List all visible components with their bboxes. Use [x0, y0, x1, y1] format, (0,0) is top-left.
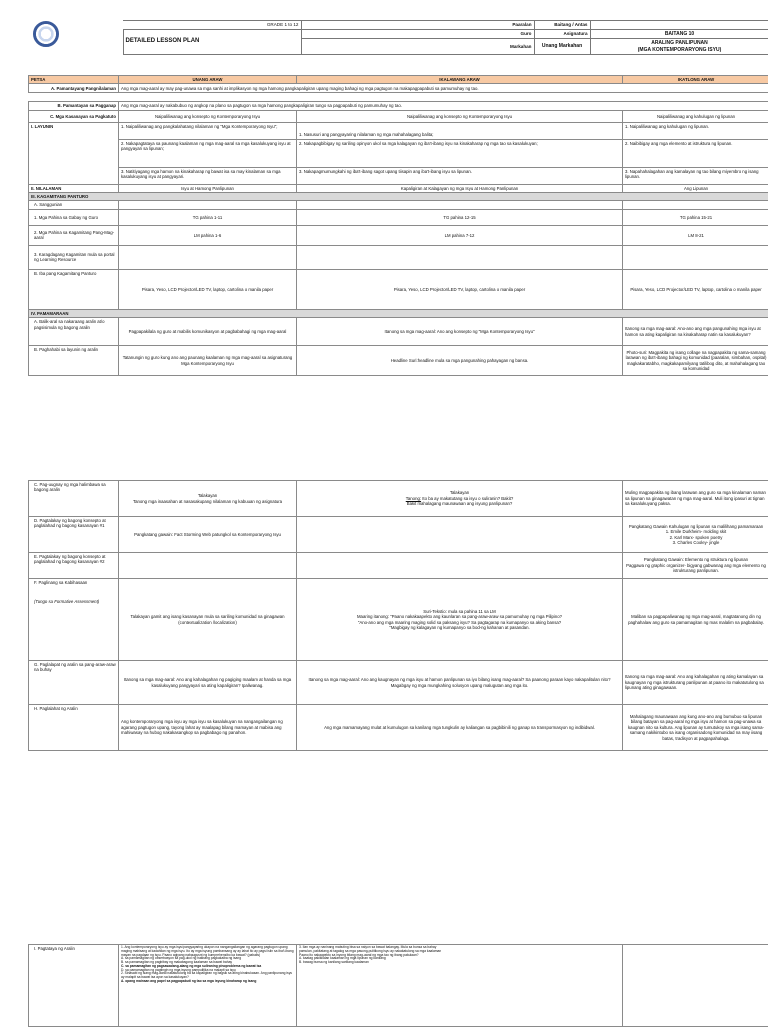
pamantayan-pagganap-label: B. Pamantayan sa Pagganap — [29, 102, 119, 110]
lm-day1: LM pahina 1-6 — [119, 225, 297, 245]
empty — [297, 553, 623, 579]
iba-day1: Pisara, Yeso, LCD Projector/LED TV, laptop, cartolina o manila paper — [119, 269, 297, 309]
pag-uugnay-day2-question2: Bakit mahalagang maunawaan ang isyung panlipunan? — [299, 501, 620, 506]
layunin-aralin-day3: Photo-suri: Magpakita ng isang collage na nagpapakita ng sama-samang larawan ng iba't-ibang bahagi ng komunidad (paaralan, simbahan, ospital) magkakaratabho, magkakapamilyang tatilibog dito, at mahahalagang tao sa komunidad — [623, 346, 768, 376]
paaralan-label: Paaralan — [301, 21, 534, 30]
empty — [297, 517, 623, 553]
pagtalakay-1-day3-item2: 2. Karl Marx- spoken poetry — [625, 535, 767, 540]
paglalahat-day2: Ang mga mamamayang mulat at kumulugon sa kanilang mga tungkulin ay kaliangan sa pagbibinili ng ganap na transpormasyon ng indibidwal. — [297, 705, 623, 751]
pagtataya-label: I. Pagtataya ng Aralin — [29, 945, 119, 1027]
paglalapat-day1: Itanong sa mga mag-aaral: Ano ang kahalagahan ng pagiging maalam at handa sa mga kasalukuyang pangyayari sa ating kapaligiran? Ipaliwanag. — [119, 661, 297, 705]
pagtalakay-1-day1: Pangkatang gawain: Fact Storming Web patungkol sa Kontemporaryong Isyu — [119, 517, 297, 553]
pagtataya-day3 — [623, 945, 768, 1027]
layunin-day1-a: 1. Naipaliliwanag ang pangkalahatang nilalaman ng "Mga Kontemporaryong Isyu"; — [119, 122, 297, 139]
pagtataya-day2-q1: 3. Ilan mga ay naninang mabuting bisa sa naiyon sa bawat balangay. Mula sa bunsa sa bahay — [299, 946, 620, 950]
pag-uugnay-day1-title: Talakayan — [121, 493, 294, 498]
balik-aral-day2: Itanong sa mga mag-aaral: Ano ang konsepto ng "Mga Kontemporaryong Isyu" — [297, 318, 623, 346]
lesson-table-page1 — [28, 75, 768, 376]
paglinang-day2-line2: Maaring itanong: "Paano nakakaapekto ang kaunlaran sa pang-araw-araw sa pamumuhay ng mga Pilipino? — [299, 614, 620, 619]
iba-day2: Pisara, Yeso, LCD Projector/LED TV, laptop, cartolina o manila paper — [297, 269, 623, 309]
paglinang-label — [29, 579, 119, 661]
lm-day2: LM pahina 7-12 — [297, 225, 623, 245]
layunin-label: I. LAYUNIN — [29, 122, 119, 184]
pahina-guro-label: 1. Mga Pahina sa Gabay ng Guro — [29, 209, 119, 225]
pagtataya-day1-q2: 2. Sinasabi ng isang mag-aaral nakatutulong ba sa kapaligiran ng bagsik sa ating kinabukasan. Ang panlipunang isyu ay malapit sa bawat isa ayon sa kasalukuyan? — [121, 972, 294, 980]
paglalahat-day1: Ang kontemporaryong mga isyu ay mga isyu sa kasalukuyan na nangangailangan ng agarang pagtugon upang, tayong lahat ay maalapag bilang mamayan at mabisa ang mahiwasay na hubog nakakasangkop sa pagbabago ng panahon. — [119, 705, 297, 751]
asignatura-line-1: ARALING PANLIPUNAN — [593, 40, 767, 46]
layunin-day2-b: 2. Nakapagbibigay ng sariling opinyon ukol sa mga kalagayan ng iba't-ibang isyu na kinakaharap ng mga tao sa kasalukuyan; — [297, 139, 623, 167]
pag-uugnay-day2-title: Talakayan — [299, 490, 620, 495]
balik-aral-day3: Itanong sa mga mag-aaral: Ano-ano ang mga pangunahing mga isyu at hamon sa ating kapaligiran na kinakaharap natin sa kasalukuyan? — [623, 318, 768, 346]
markahan-label: Markahan — [301, 39, 534, 55]
kasanayan-day2: Naipaliliwanag ang konsepto ng Kontemporaryong Isyu — [297, 110, 623, 122]
empty — [623, 201, 768, 209]
nilalaman-day1: Isyu at Hamong Panlipunan — [119, 184, 297, 192]
paglinang-day1: Talakayan gamit ang isang kasanayan mula sa sariling komunidad na ginagawan (contextualization /localization) — [119, 579, 297, 661]
pagtalakay-2-day3 — [623, 553, 768, 579]
nilalaman-day2: Kapaligiran at Kalagayan ng mga Isyu at Hamong Panlipunan — [297, 184, 623, 192]
sanggunian-label: A. Sanggunian — [29, 201, 119, 209]
lesson-plan-title: DETAILED LESSON PLAN — [123, 30, 301, 55]
pagtalakay-2-day3-title: Pangkatang Gawain: Elemento ng struktura ng lipunan — [625, 557, 767, 562]
empty — [297, 201, 623, 209]
asignatura-label: Asignatura — [534, 30, 590, 39]
baitang-value-spacer — [590, 21, 768, 30]
empty — [297, 245, 623, 269]
pagtalakay-2-day3-text: Paggawa ng graphic organizer- bigyang gabwanag ang mga elemento ng istrukturang panlipunan. — [625, 563, 767, 574]
paglalapat-label: G. Paglalapat ng aralin sa pang-araw-araw na buhay — [29, 661, 119, 705]
grade-label: GRADE 1 to 12 — [123, 21, 301, 30]
pagtataya-day1 — [119, 945, 297, 1027]
empty — [119, 201, 297, 209]
layunin-day1-b: 2. Nakapagtataya sa paunang kaalaman ng mga mag-aaral sa mga kasalukuyang isyu at pangyayari sa lipunan; — [119, 139, 297, 167]
layunin-day3-a: 1. Naipaliliwanag ang kahulugan ng lipunan. — [623, 122, 768, 139]
layunin-day2-a: 1. Nasusuri ang pangyayaring nilalaman ng mga mahahalagang balita; — [297, 122, 623, 139]
iba-pang-kagamitan-label: B. Iba pang Kagamitang Panturo — [29, 269, 119, 309]
pagtalakay-1-day3-item3: 3. Charles Cooley- jingle — [625, 540, 767, 545]
layunin-aralin-day1: Tatanungin ng guro kung ano ang paunang kaalaman ng mga mag-aaral sa asignaturang Mga Kontemporaryong Isyu — [119, 346, 297, 376]
empty — [119, 553, 297, 579]
pamamaraan-label: IV. PAMAMARAAN — [29, 309, 768, 317]
paglalapat-day2: Itanong sa mga mag-aaral: Ano ang kaugnayan ng mga isyu at hamon panlipunan sa iyo bilang isang mag-aaral? Sa paanong paraan kayo nakapalitulan nito? Magabgay ng mga mungkahing solusyon upang malugutan ang mga ito. — [297, 661, 623, 705]
kasanayan-day3: Naipaliliwanag ang kahulugan ng lipunan — [623, 110, 768, 122]
pahina-mag-aaral-label: 2. Mga Pahina sa Kagamitang Pang-Mag-aaral — [29, 225, 119, 245]
day3-header: IKATLONG ARAW — [623, 76, 768, 84]
paglinang-day2-line4: "Magbigay ng kalagayan ng kumapanyo sa bod-ng kahanan at pasandan. — [299, 625, 620, 630]
pamantayan-pangnilalaman-text: Ang mga mag-aaral ay may pag-unawa sa mga sanhi at implikasyon ng mga hamong pangkapaligiran upang maging bahagi ng mga pagtugon na makapagpapabuti sa pamumuhay ng tao. — [119, 84, 768, 93]
pagtataya-day1-c: C. sa pamamagitan ng pagsasaalang-alang ng mga suliraning pinoproblema ng bawat isa — [121, 965, 294, 969]
learning-resource-label: 3. Karagdagang Kagamitan mula sa portal ng Learning Resource — [29, 245, 119, 269]
layunin-aralin-label: B. Paghahabi sa layunin ng aralin — [29, 346, 119, 376]
paglalahat-label: H. Paglalahat ng Aralin — [29, 705, 119, 751]
paglinang-day2-line1: Suri-Tekstio: mula sa pahina 11 sa LM — [299, 609, 620, 614]
pagtalakay-1-label: D. Pagtalakay ng bagong konsepto at paglalahad ng bagong kasanayan #1 — [29, 517, 119, 553]
tanong-text: Ito ba ay makatutang sa isyu o suliranin? Bakit? — [421, 496, 513, 501]
pag-uugnay-day1 — [119, 481, 297, 517]
nilalaman-label: II. NILALAMAN — [29, 184, 119, 192]
pamantayan-pagganap-text: Ang mga mag-aaral ay nakabubuo ng angkop na plano sa pagtugon sa mga hamong pangkapaligiran tungo sa pagpapabuti ng pamumuhay ng tao. — [119, 102, 768, 110]
kagamitan-label: III. KAGAMITANG PANTURO — [29, 193, 768, 201]
tanong-label: Tanong: — [406, 496, 421, 501]
petsa-label: PETSA — [29, 76, 119, 84]
pag-uugnay-day2 — [297, 481, 623, 517]
lesson-table-page2 — [28, 480, 768, 751]
pagtataya-day1-q1: 1. Ang kontemporaryong isyu ay mga isyu/pangyayaring ukayon na nangangailangan ng agarang pagtugon upang maging mabisang at kadahilan ng mga isyu. Ito ay mga isyung pambansang ay ay lahat ito ay pagsi isiin sa iba't-ibang mayan na pagdaan ng isyu. Paano agiyang nabaugusnt ng kumprehensibo ka bawat? (pabalis) — [121, 946, 294, 957]
paglinang-day2-line3: "Ano-ano ang mga maaring maging solid sa paksang isyu? Sa pagtagarap na kumapanyo sa aking bansa? — [299, 620, 620, 625]
empty — [119, 245, 297, 269]
paglinang-subtitle: (Tungo sa Formative Assessment) — [34, 599, 116, 604]
layunin-day3-c: 3. Napahahalagahan ang kamalayan ng tao bilang miyembro ng isang lipunan. — [623, 167, 768, 184]
paglalahat-day3: Mahalagang maunawaan ang kung ano-ano ang bumubuo sa lipunan bilang batayan sa pag-aaral ng mga isyu at hamon sa pag-unawa sa kaugnan nito sa kultura. Ang lipunan ay tumutukoy sa mga isang sama-samang nakikintubo sa isang organisadong komunidad na may iisang batas, tradisyon at pagpapahalaga. — [623, 705, 768, 751]
paglinang-day2 — [297, 579, 623, 661]
empty — [623, 245, 768, 269]
spacer — [29, 93, 768, 102]
pagtataya-day2 — [297, 945, 623, 1027]
pamantayan-pangnilalaman-label: A. Pamantayang Pangnilalaman — [29, 84, 119, 93]
pag-uugnay-day3: Muling magpapakita ng ibang larawan ang guro sa mga kinalaman naman sa lipunan na ginagawatan ng mga mag-aaral. Muli itong ipasuri at tignan sa kasalukuyang paksa. — [623, 481, 768, 517]
kasanayan-day1: Naipaliliwanag ang konsepto ng Kontemporaryong Isyu — [119, 110, 297, 122]
layunin-day2-c: 3. Nakapagmumungkahi ng iba't-ibang sagot upang tiisapin ang iba't-ibang isyu sa lipunan. — [297, 167, 623, 184]
day2-header: IKALAWANG ARAW — [297, 76, 623, 84]
layunin-day1-c: 3. Natitiyagang mga hamon na kinakaharap ng bawat isa sa may kinalaman sa mga kasalukuyang isyu at pangyayari. — [119, 167, 297, 184]
tg-day2: TG pahina 12-15 — [297, 209, 623, 225]
seal-cell — [28, 21, 123, 55]
guro-label: Guro — [301, 30, 534, 39]
paglinang-title: F. Paglinang sa Kabihasaan — [34, 580, 116, 585]
iba-day3: Pisara, Yeso, LCD Projector/LED TV, laptop, cartolina o manila paper — [623, 269, 768, 309]
layunin-day3-b: 2. Naibibigay ang mga elemento at istruktura ng lipunan. — [623, 139, 768, 167]
nilalaman-day3: Ang Lipunan — [623, 184, 768, 192]
pagtataya-day2-q1b: pamulan, pakitatang at tagalog sa mga pasong-pulitikong isyu ay nakakatulong sa mga kaalaman — [299, 950, 620, 954]
asignatura-line-2: (MGA KONTEMPORARYONG ISYU) — [593, 47, 767, 53]
pagtataya-day1-q2a: A. opang mainsan ang papel sa pagpapabuti ng tao sa mga isyung kinaharap ng isang — [121, 980, 294, 984]
kasanayan-label: C. Mga Kasanayan sa Pagkatuto — [29, 110, 119, 122]
tg-day3: TG pahina 15-21 — [623, 209, 768, 225]
pagtalakay-1-day3-title: Pangkatang Gawain Kahulugan ng lipunan sa malilihang pamamaraan — [625, 524, 767, 529]
day1-header: UNANG ARAW — [119, 76, 297, 84]
header-table — [28, 20, 768, 55]
pagtataya-day2-b: B. bawag bunsa ng kanilang sariliang kaalaman — [299, 961, 620, 965]
balik-aral-label: A. Balik-aral sa nakaraang aralin at/o pagsisimula ng bagong aralin — [29, 318, 119, 346]
paglinang-day3: Maliban sa pagpapaliwanag ng mga mag-aaral, magtatanong din ng paghahalaw ang guro sa pamamagitan ng mas malalim na pagbabalay. — [623, 579, 768, 661]
pagtalakay-1-day3 — [623, 517, 768, 553]
layunin-aralin-day2: Headline Suri:headline mula sa mga pangunahing pahayagan ng bansa. — [297, 346, 623, 376]
tg-day1: TG pahina 1-11 — [119, 209, 297, 225]
pagtataya-day1-d: D. sa pamamagitan ng pagtingin ng mga isyung pampulitika na malapit sa isyu — [121, 969, 294, 973]
pagtataya-day1-a: A. sa pamamagitan ng obserbasyon sa pag-ukol ng hakbang pagkakaiba ng isang — [121, 957, 294, 961]
balik-aral-day1: Pagpapakilala ng guro at mabilis komunikasyon at pagbabahagi ng mga mag-aaral — [119, 318, 297, 346]
pag-uugnay-day1-text: Tanong mga inaasahan at nasasakupang nilalaman ng kabuuan ng asignatura — [121, 499, 294, 504]
markahan-value: Unang Markahan — [534, 39, 590, 55]
lm-day3: LM 8-21 — [623, 225, 768, 245]
baitang-label: Baitang / Antas — [534, 21, 590, 30]
lesson-table-page3 — [28, 944, 768, 1027]
pag-uugnay-label: C. Pag-uugnay ng mga halimbawa sa bagong aralin — [29, 481, 119, 517]
paglalapat-day3: Itanong sa mga mag-aaral: Ano ang kahalagahan ng ating kamalayan sa kaugnayan ng mga istrukturang panlipunan at paano ito makatutulong sa lipunang ating ginagawaan. — [623, 661, 768, 705]
pagtataya-day2-q1c: Paano ito nakaapekto sa inyong bilang mag-aaral ng mga tao ng ibang pakulaan? — [299, 954, 620, 958]
pagtataya-day1-b: B. sa pamamagitan ng pagbibay ng makabagong kaalaman sa bawat bahay — [121, 961, 294, 965]
pagtalakay-2-label: E. Pagtalakay ng bagong konsepto at paglalahad ng bagong kasanayan #2 — [29, 553, 119, 579]
pagtataya-day2-a: A. kaatag pakikilalan kaalaman ng mga lipunan ng kanilang — [299, 957, 620, 961]
pagtalakay-1-day3-item1: 1. Emile Durkheim- molding skit — [625, 529, 767, 534]
asignatura-value — [590, 39, 768, 55]
baitang-value: BAITANG 10 — [590, 30, 768, 39]
